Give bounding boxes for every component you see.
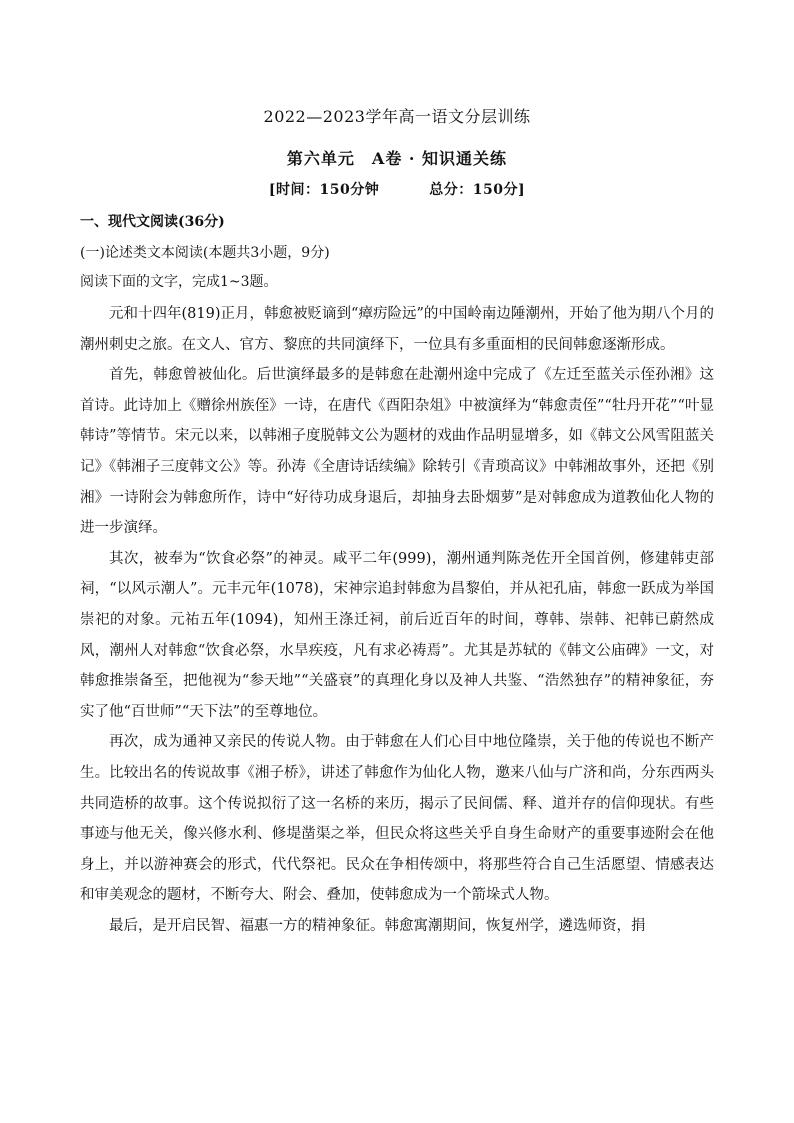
paragraph: 再次，成为通神又亲民的传说人物。由于韩愈在人们心目中地位隆崇，关于他的传说也不断产生。比较出名的传说故事《湘子桥》，讲述了韩愈作为仙化人物，邀来八仙与广济和尚，分东西两头共同造桥的故事。这个传说拟衍了这一名桥的来历，揭示了民间儒、释、道并存的信仰现状。有些事迹与他无关，像兴修水利、修堤凿渠之举，但民众将这些关乎自身生命财产的重要事迹附会在他身上，并以游神赛会的形式，代代祭祀。民众在争相传颂中，将那些符合自己生活愿望、情感表达和审美观念的题材，不断夸大、附会、叠加，使韩愈成为一个箭垛式人物。	[80, 734, 714, 904]
subsection-heading: (一)论述类文本阅读(本题共3小题，9分)	[80, 245, 330, 261]
paragraph: 其次，被奉为“饮食必祭”的神灵。咸平二年(999)，潮州通判陈尧佐开全国首例，修建韩吏部祠，“以风示潮人”。元丰元年(1078)，宋神宗追封韩愈为昌黎伯，并从祀孔庙，韩愈一跃成为举国崇祀的对象。元祐五年(1094)，知州王涤迁祠，前后近百年的时间，尊韩、崇韩、祀韩已蔚然成风，潮州人对韩愈“饮食必祭，水旱疾疫，凡有求必祷焉”。尤其是苏轼的《韩文公庙碑》一文，对韩愈推崇备至，把他视为“参天地”“关盛衰”的真理化身以及神人共鉴、“浩然独存”的精神象征，夯实了他“百世师”“天下法”的至尊地位。	[80, 550, 714, 720]
unit-heading: 第六单元 A卷 · 知识通关练	[286, 149, 508, 168]
reading-instruction: 阅读下面的文字，完成1~3题。	[80, 274, 278, 290]
paragraph: 元和十四年(819)正月，韩愈被贬谪到“瘴疠险远”的中国岭南边陲潮州，开始了他为期八个月的潮州刺史之旅。在文人、官方、黎庶的共同演绎下，一位具有多重面相的民间韩愈逐渐形成。	[80, 306, 714, 353]
time-limit: [时间：150分钟	[268, 182, 380, 198]
exam-meta	[0, 179, 794, 199]
paragraph: 首先，韩愈曾被仙化。后世演绎最多的是韩愈在赴潮州途中完成了《左迁至蓝关示侄孙湘》这首诗。此诗加上《赠徐州族侄》一诗，在唐代《酉阳杂俎》中被演绎为“韩愈责侄”“牡丹开花”“叶显韩诗”等情节。宋元以来，以韩湘子度脱韩文公为题材的戏曲作品明显增多，如《韩文公风雪阻蓝关记》《韩湘子三度韩文公》等。孙涛《全唐诗话续编》除转引《青琐高议》中韩湘故事外，还把《别湘》一诗附会为韩愈所作，诗中“好待功成身退后，却抽身去卧烟萝”是对韩愈成为道教仙化人物的进一步演绎。	[80, 367, 714, 537]
section-heading: 一、现代文阅读(36分)	[80, 214, 225, 230]
document-title: 2022—2023学年高一语文分层训练	[263, 107, 531, 126]
paragraph: 最后，是开启民智、福惠一方的精神象征。韩愈寓潮期间，恢复州学，遴选师资，捐	[109, 917, 646, 934]
total-score: 总分：150分]	[429, 182, 526, 198]
reading-passage	[80, 299, 714, 941]
